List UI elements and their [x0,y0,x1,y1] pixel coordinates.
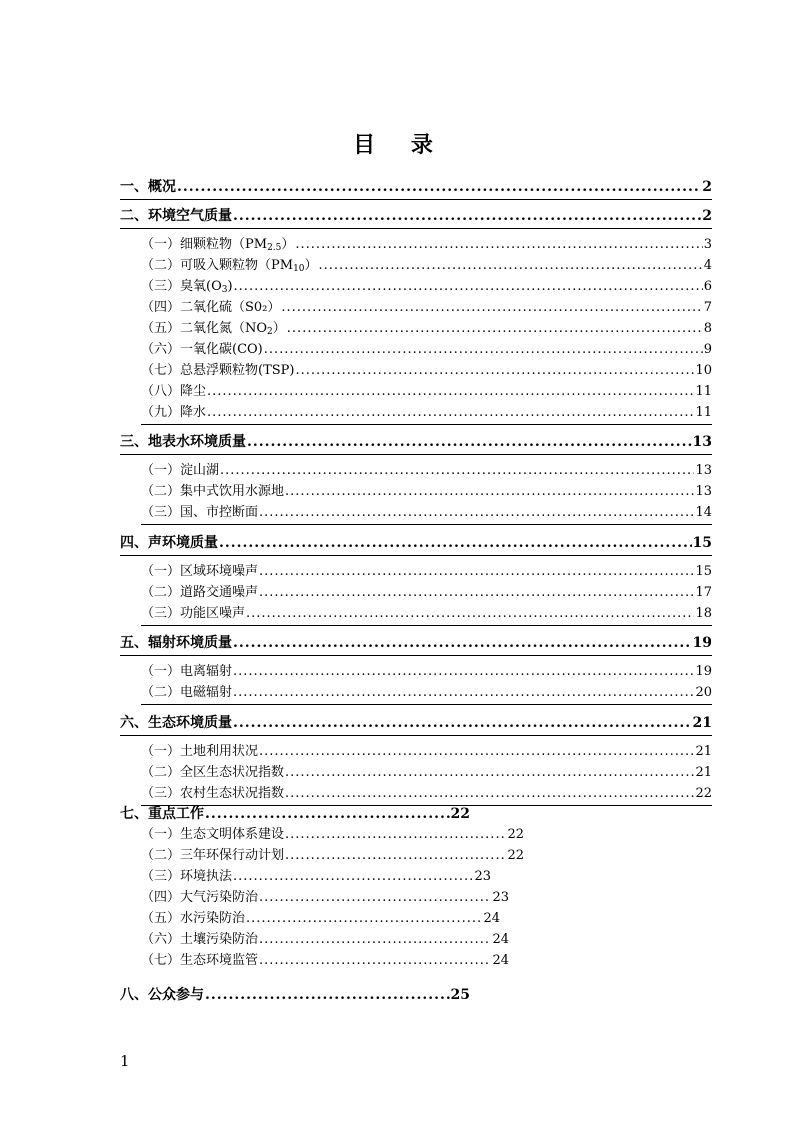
toc-section-label: 八、公众参与 [120,987,204,1003]
toc-page-number: 22 [695,786,712,801]
toc-item-label: （四）大气污染防治 [141,890,259,905]
toc-item[interactable] [141,846,524,866]
toc-page-number: 24 [492,953,509,968]
toc-section-3[interactable] [120,432,712,452]
toc-item[interactable] [141,382,712,402]
toc-page-number: 11 [695,405,712,420]
toc-page-number: 24 [483,911,500,926]
toc-section-1[interactable] [120,177,712,197]
toc-item[interactable] [141,763,712,783]
toc-item-label: （二）集中式饮用水源地 [141,484,285,499]
toc-section-label: 六、生态环境质量 [120,715,232,731]
toc-item[interactable] [141,503,712,523]
toc-page-number: 19 [692,635,712,651]
toc-item[interactable] [141,256,712,276]
toc-item-label: （二）三年环保行动计划 [141,848,285,863]
toc-item[interactable] [141,825,524,845]
toc-item-label: （三）臭氧$(O_3)$ [141,279,233,295]
toc-item[interactable] [141,340,712,360]
toc-page-number: 15 [695,564,712,579]
toc-page-number: 18 [695,606,712,621]
toc-item-label: （二）电磁辐射 [141,685,233,700]
toc-section-label: 七、重点工作 [120,806,204,822]
toc-item-label: （三）环境执法 [141,869,233,884]
toc-item-label: （一）区域环境噪声 [141,564,259,579]
toc-item[interactable] [141,277,712,297]
toc-item[interactable] [141,461,712,481]
toc-item-label: （三）国、市控断面 [141,505,259,520]
toc-page-number: 14 [695,505,712,520]
toc-page-number: 22 [450,806,470,822]
toc-section-7[interactable] [120,804,470,824]
toc-page-number: 3 [703,237,712,252]
toc-page-number: 13 [692,434,712,450]
toc-page-number: 24 [492,932,509,947]
toc-item[interactable] [141,784,712,804]
toc-page-number: 19 [695,664,712,679]
toc-page-number: 21 [692,715,712,731]
toc-item-label: （一）淀山湖 [141,463,220,478]
toc-page-number: 2 [702,179,712,195]
toc-page-number: 8 [703,321,712,336]
toc-item-label: （一）生态文明体系建设 [141,827,285,842]
toc-item-label: （二）可吸入颗粒物$(PM_{10})$ [141,258,318,274]
toc-item-label: （八）降尘 [141,384,207,399]
toc-page-number: 11 [695,384,712,399]
toc-item[interactable] [141,683,712,703]
toc-item[interactable] [141,298,712,318]
toc-item-label: （一）土地利用状况 [141,744,259,759]
toc-item-label: （五）水污染防治 [141,911,246,926]
toc-section-label: 二、环境空气质量 [120,208,232,224]
toc-item[interactable] [141,583,712,603]
toc-item[interactable] [141,742,712,762]
toc-item-label: （三）农村生态状况指数 [141,786,285,801]
toc-page-number: 22 [507,827,524,842]
toc-item-label: （二）全区生态状况指数 [141,765,285,780]
toc-section-label: 四、声环境质量 [120,535,218,551]
toc-page-number: 17 [695,585,712,600]
toc-item-label: （四）二氧化硫（S0₂） [141,300,281,315]
toc-section-6[interactable] [120,713,712,733]
toc-item-label: （五）二氧化氮$(NO_2)$ [141,321,286,337]
toc-item[interactable] [141,403,712,423]
toc-item-label: （一）电离辐射 [141,664,233,679]
toc-page-number: 9 [703,342,712,357]
toc-page-number: 21 [695,765,712,780]
toc-item[interactable] [141,867,491,887]
toc-page-number: 23 [492,890,509,905]
toc-item-label: （一）细颗粒物$(PM_{2.5})$ [141,237,295,253]
toc-page-number: 21 [695,744,712,759]
toc-item-label: （九）降水 [141,405,207,420]
toc-item[interactable] [141,888,509,908]
toc-section-label: 五、辐射环境质量 [120,635,232,651]
toc-page-number: 13 [695,463,712,478]
toc-page-number: 25 [450,987,470,1003]
toc-item-label: （七）生态环境监管 [141,953,259,968]
toc-item-label: （七）总悬浮颗粒物(TSP) [141,363,295,378]
toc-page-number: 13 [695,484,712,499]
toc-item[interactable] [141,909,500,929]
toc-section-5[interactable] [120,633,712,653]
toc-item[interactable] [141,562,712,582]
toc-section-8[interactable] [120,985,470,1005]
toc-page-number: 2 [702,208,712,224]
toc-item[interactable] [141,482,712,502]
toc-item[interactable] [141,604,712,624]
toc-page-number: 10 [695,363,712,378]
toc-page-number: 4 [703,258,712,273]
toc-page-number: 20 [695,685,712,700]
toc-section-4[interactable] [120,533,712,553]
toc-item[interactable] [141,361,712,381]
toc-item[interactable] [141,662,712,682]
toc-item-label: （六）一氧化碳(CO) [141,342,263,357]
toc-item[interactable] [141,319,712,339]
toc-page-number: 22 [507,848,524,863]
toc-item[interactable] [141,235,712,255]
toc-item[interactable] [141,951,509,971]
toc-page-number: 7 [703,300,712,315]
toc-section-label: 一、概况 [120,179,176,195]
toc-section-label: 三、地表水环境质量 [120,434,246,450]
toc-title: 目 录 [353,132,447,158]
toc-page-number: 15 [692,535,712,551]
toc-item-label: （六）土壤污染防治 [141,932,259,947]
toc-section-2[interactable] [120,206,712,226]
toc-item[interactable] [141,930,509,950]
toc-page-number: 6 [703,279,712,294]
toc-item-label: （三）功能区噪声 [141,606,246,621]
page-number: 1 [120,1052,130,1070]
toc-item-label: （二）道路交通噪声 [141,585,259,600]
toc-page-number: 23 [474,869,491,884]
